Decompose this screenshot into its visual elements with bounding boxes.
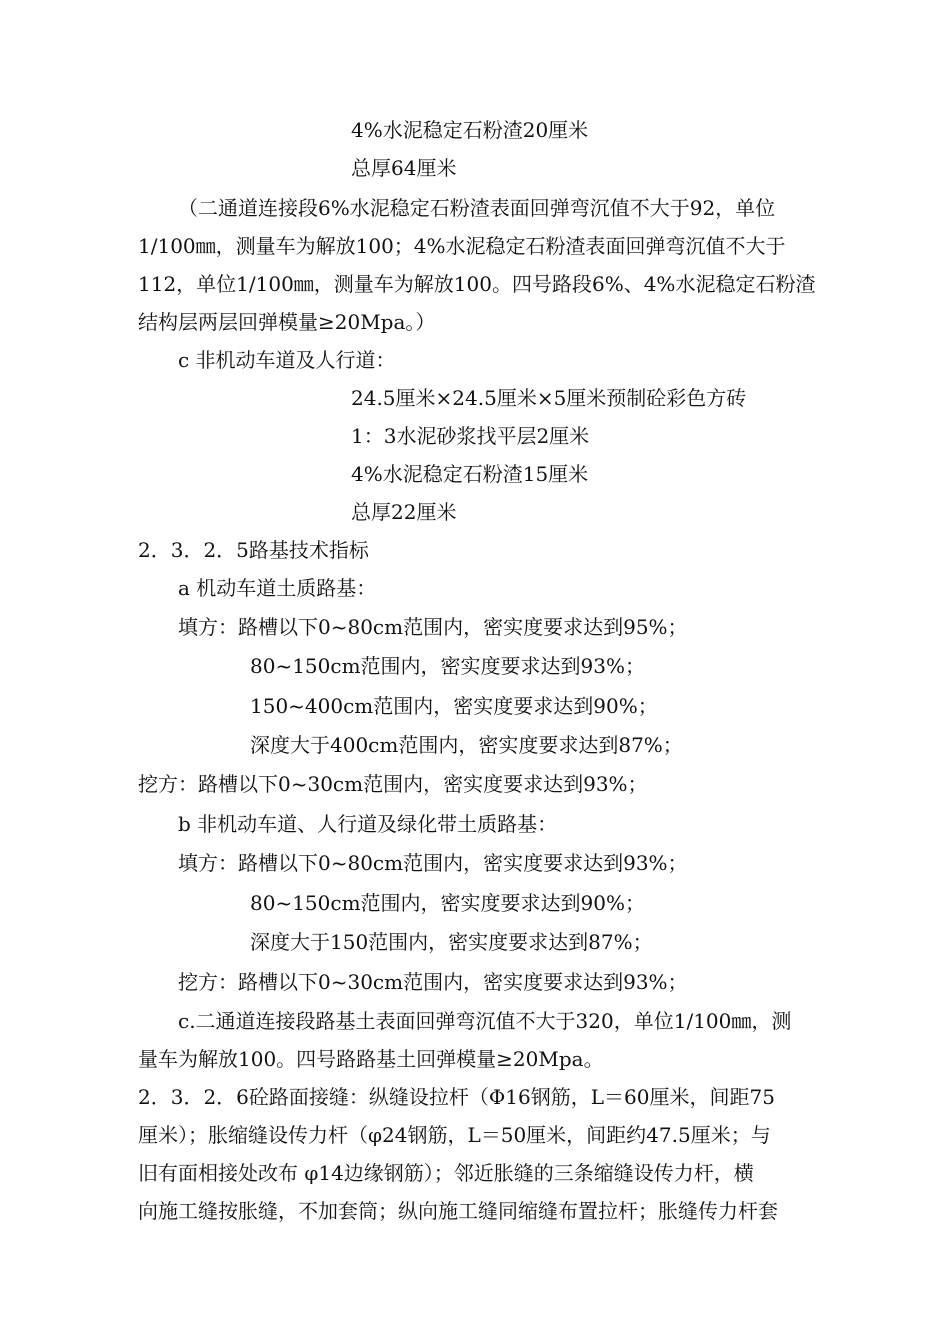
- text-line: 填方：路槽以下0~80cm范围内，密实度要求达到93%；: [178, 851, 688, 875]
- text-line: 112，单位1/100㎜，测量车为解放100。四号路段6%、4%水泥稳定石粉渣: [138, 272, 816, 296]
- text-line: b 非机动车道、人行道及绿化带土质路基：: [178, 812, 558, 836]
- text-line: 1/100㎜，测量车为解放100；4%水泥稳定石粉渣表面回弹弯沉值不大于: [138, 234, 786, 258]
- text-line: 80~150cm范围内，密实度要求达到90%；: [250, 891, 645, 915]
- text-line: 150~400cm范围内，密实度要求达到90%；: [250, 694, 658, 718]
- text-line: 向施工缝按胀缝，不加套筒；纵向施工缝同缩缝布置拉杆；胀缝传力杆套: [138, 1199, 778, 1223]
- text-line: 4%水泥稳定石粉渣20厘米: [351, 118, 589, 142]
- text-line: c.二通道连接段路基土表面回弹弯沉值不大于320，单位1/100㎜，测: [178, 1009, 792, 1033]
- section-heading: 2．3．2．6砼路面接缝：纵缝设拉杆（Φ16钢筋，L＝60厘米，间距75: [138, 1085, 775, 1109]
- text-line: a 机动车道土质路基：: [178, 576, 377, 600]
- text-line: 总厚64厘米: [351, 156, 457, 180]
- text-line: 旧有面相接处改布 φ14边缘钢筋）；邻近胀缝的三条缩缝设传力杆，横: [138, 1161, 754, 1185]
- text-line: 结构层两层回弹模量≥20Mpa。）: [138, 310, 436, 334]
- text-line: c 非机动车道及人行道：: [178, 348, 396, 372]
- text-line: 深度大于400cm范围内，密实度要求达到87%；: [250, 733, 683, 757]
- text-line: 填方：路槽以下0~80cm范围内，密实度要求达到95%；: [178, 615, 688, 639]
- text-line: 深度大于150范围内，密实度要求达到87%；: [250, 930, 653, 954]
- text-line: 总厚22厘米: [351, 500, 457, 524]
- section-heading: 2．3．2．5路基技术指标: [138, 538, 369, 562]
- text-line: 4%水泥稳定石粉渣15厘米: [351, 462, 589, 486]
- text-line: 厘米）；胀缩缝设传力杆（φ24钢筋，L＝50厘米，间距约47.5厘米；与: [138, 1123, 771, 1147]
- text-line: 挖方：路槽以下0~30cm范围内，密实度要求达到93%；: [178, 970, 688, 994]
- text-line: 80~150cm范围内，密实度要求达到93%；: [250, 654, 645, 678]
- text-line: 挖方：路槽以下0~30cm范围内，密实度要求达到93%；: [138, 772, 648, 796]
- text-line: 1：3水泥砂浆找平层2厘米: [351, 424, 590, 448]
- text-line: 量车为解放100。四号路路基土回弹模量≥20Mpa。: [138, 1047, 604, 1071]
- text-line: （二通道连接段6%水泥稳定石粉渣表面回弹弯沉值不大于92，单位: [178, 196, 776, 220]
- text-line: 24.5厘米×24.5厘米×5厘米预制砼彩色方砖: [351, 386, 747, 410]
